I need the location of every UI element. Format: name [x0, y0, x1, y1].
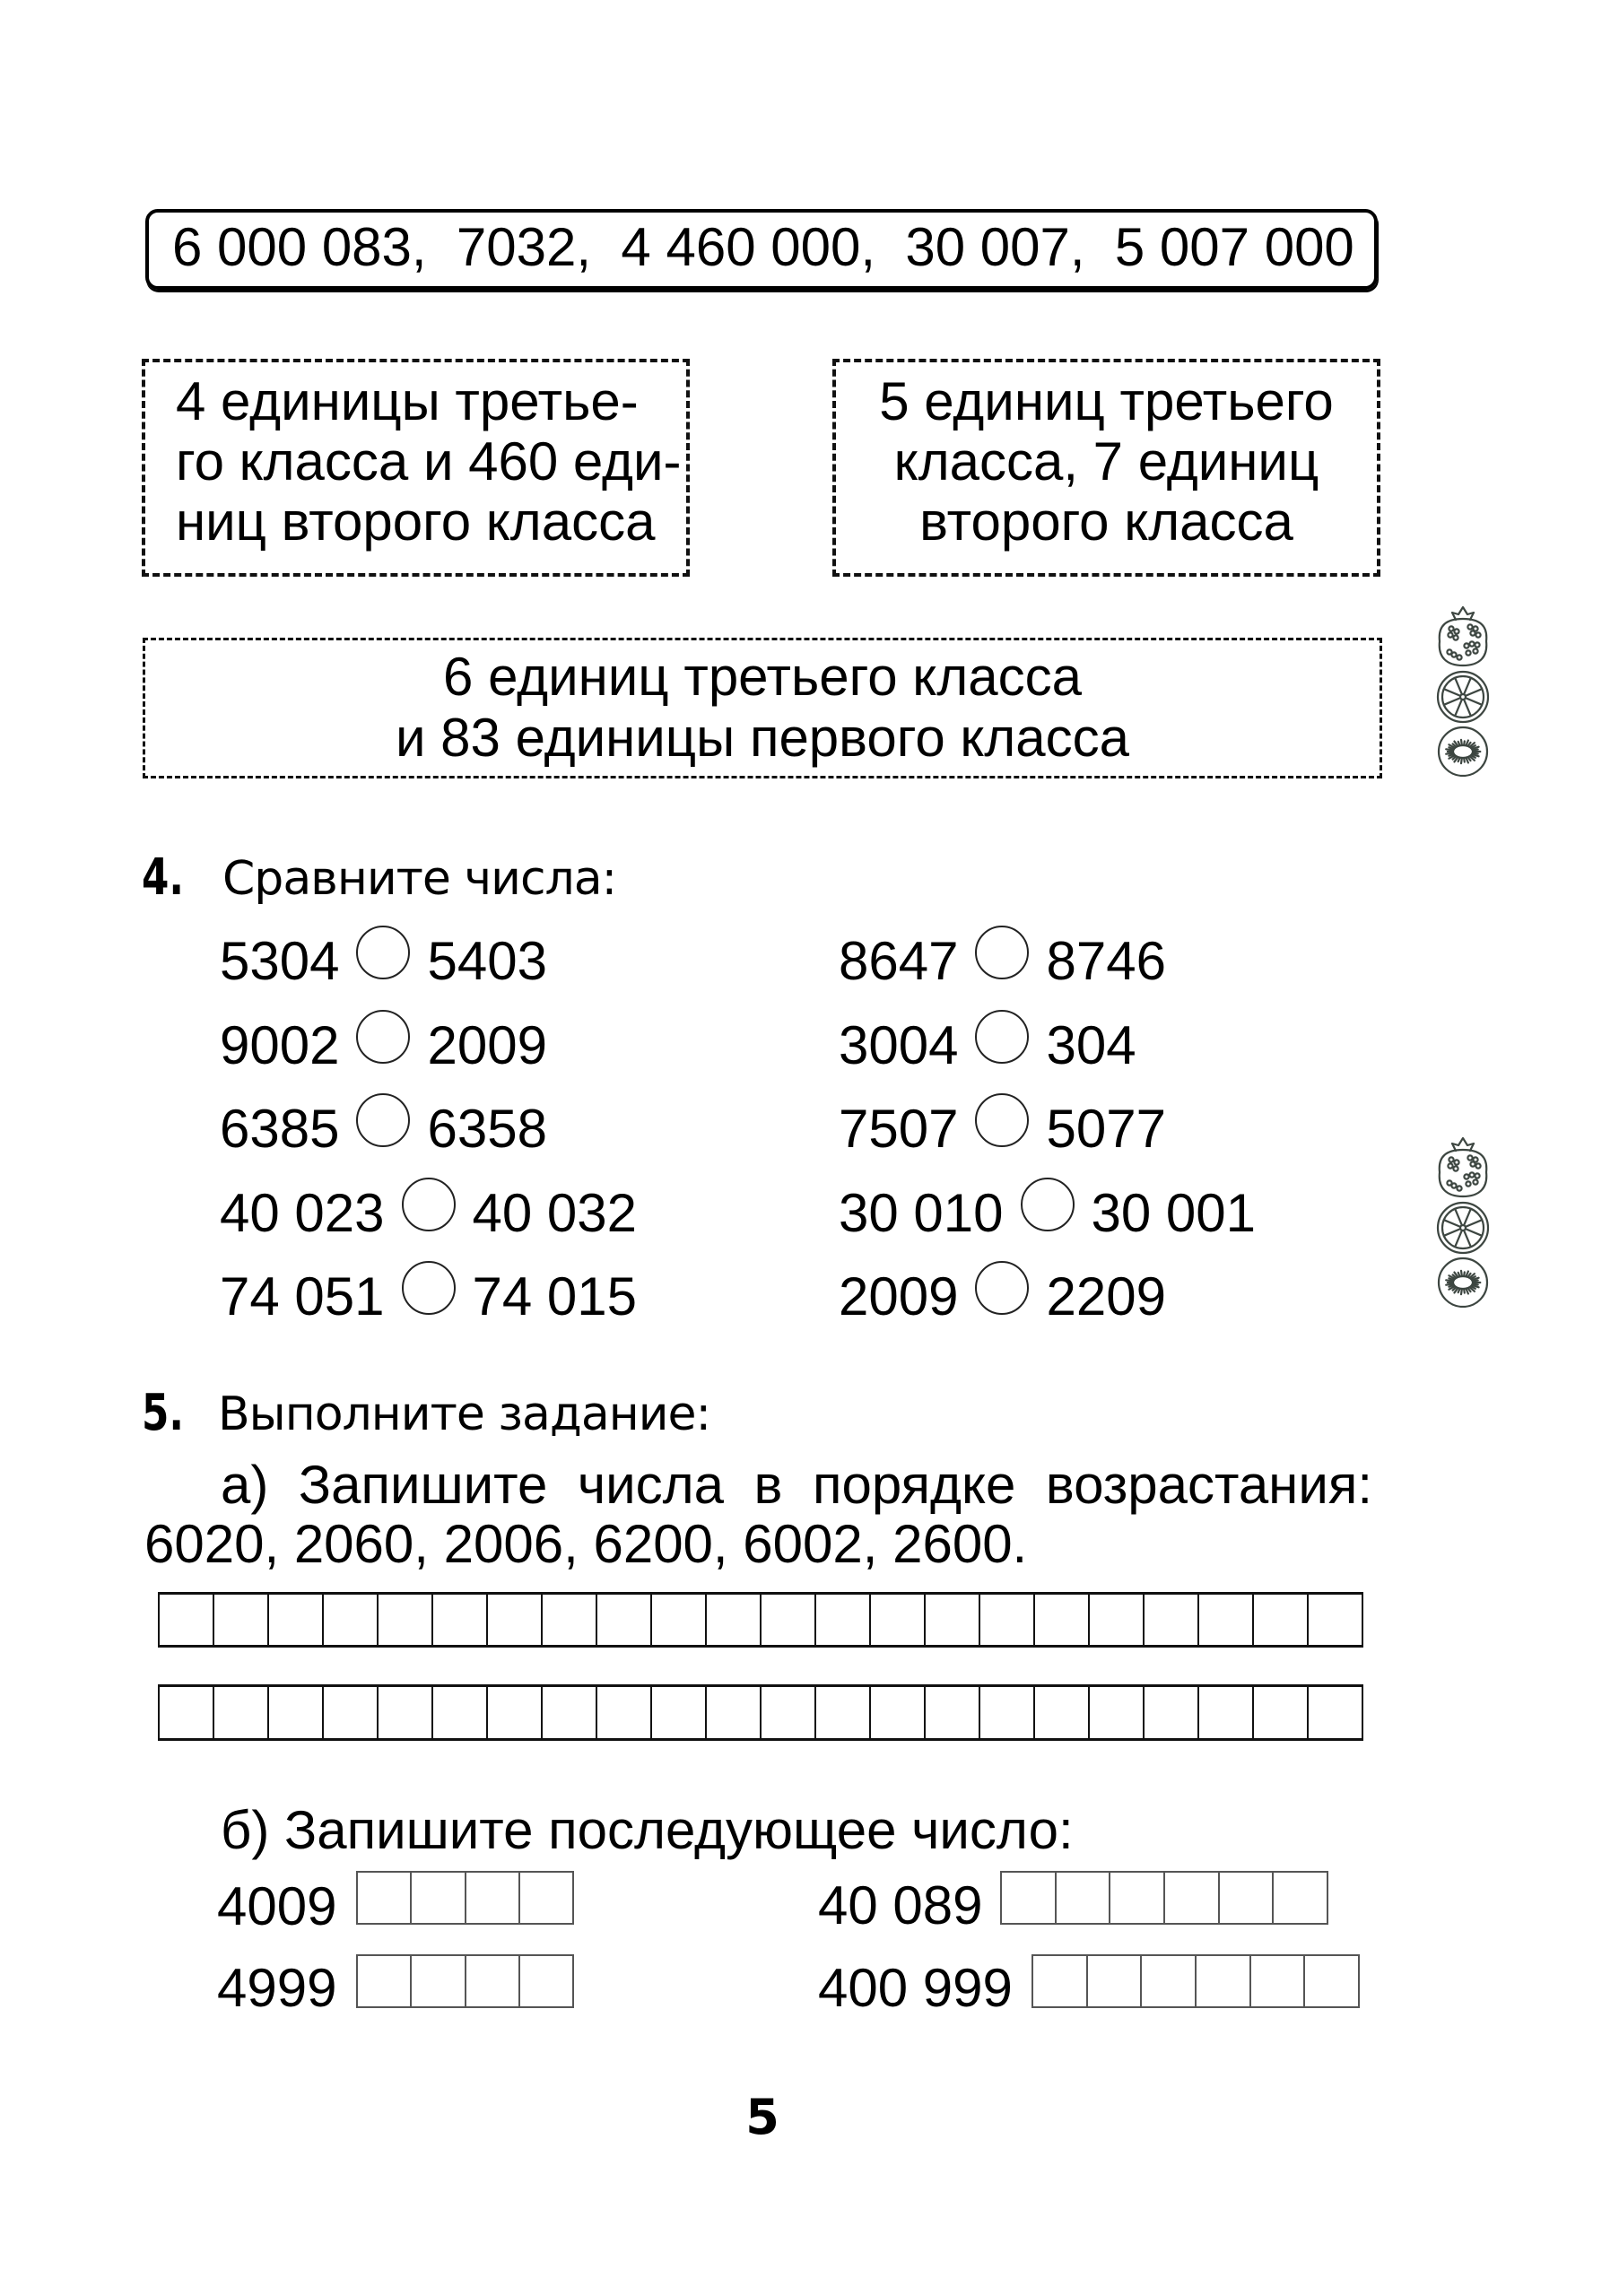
left-number: 2009: [839, 1266, 959, 1326]
answer-cell[interactable]: [1035, 1595, 1090, 1645]
digit-box[interactable]: [1002, 1873, 1057, 1923]
right-number: 8746: [1046, 931, 1166, 991]
answer-cell[interactable]: [1035, 1687, 1090, 1738]
answer-cell[interactable]: [707, 1595, 762, 1645]
left-number: 74 051: [220, 1266, 385, 1326]
comparison-sign-circle[interactable]: [1021, 1178, 1075, 1231]
answer-cell[interactable]: [1145, 1595, 1199, 1645]
fruit-icons: [1426, 604, 1500, 777]
digit-box[interactable]: [412, 1956, 466, 2006]
task-title: Выполните задание:: [218, 1387, 711, 1441]
task-number: 5.: [142, 1384, 184, 1442]
answer-digit-boxes: [356, 1871, 574, 1925]
digit-box[interactable]: [412, 1873, 466, 1923]
digit-box[interactable]: [1142, 1956, 1197, 2006]
answer-cell[interactable]: [324, 1595, 379, 1645]
answer-cell[interactable]: [543, 1595, 597, 1645]
digit-box[interactable]: [520, 1873, 574, 1923]
fruit-icons: [1426, 1135, 1500, 1308]
comparison-sign-circle[interactable]: [356, 1093, 410, 1147]
digit-box[interactable]: [466, 1956, 520, 2006]
answer-cell[interactable]: [433, 1687, 488, 1738]
answer-cell[interactable]: [379, 1687, 433, 1738]
task-title: Сравните числа:: [222, 852, 617, 906]
comparison-sign-circle[interactable]: [975, 1010, 1029, 1064]
compare-row: [220, 926, 547, 991]
answer-cell[interactable]: [871, 1595, 926, 1645]
task-number: 4.: [142, 848, 184, 907]
answer-cell[interactable]: [1199, 1687, 1254, 1738]
card-text: [145, 647, 1380, 769]
numbers-list: 6 000 083, 7032, 4 460 000, 30 007, 5 007 000: [172, 217, 1354, 277]
answer-cell[interactable]: [214, 1595, 269, 1645]
right-number: 5403: [427, 931, 547, 991]
given-number: 400 999: [818, 1958, 1013, 2018]
answer-cell[interactable]: [379, 1595, 433, 1645]
compare-row: [220, 1178, 638, 1243]
given-number: 4009: [217, 1876, 337, 1936]
card-text-line: второго класса: [919, 491, 1293, 552]
answer-cell[interactable]: [597, 1687, 652, 1738]
card-text: [176, 371, 686, 552]
answer-cell[interactable]: [980, 1595, 1035, 1645]
description-card: [142, 359, 690, 577]
answer-cell[interactable]: [926, 1687, 980, 1738]
answer-cell[interactable]: [269, 1687, 324, 1738]
digit-box[interactable]: [1251, 1956, 1306, 2006]
card-text-line: ниц второго класса: [176, 491, 656, 552]
compare-row: [839, 1093, 1166, 1159]
description-card: [832, 359, 1380, 577]
left-number: 3004: [839, 1015, 959, 1075]
answer-cell[interactable]: [1199, 1595, 1254, 1645]
answer-digit-boxes: [1031, 1954, 1360, 2008]
left-number: 40 023: [220, 1183, 385, 1243]
given-number: 40 089: [818, 1875, 983, 1935]
answer-cell[interactable]: [1090, 1595, 1145, 1645]
part-a-instruction: а) Запишите числа в порядке возрастания:: [221, 1455, 1372, 1515]
answer-cell[interactable]: [980, 1687, 1035, 1738]
left-number: 9002: [220, 1015, 340, 1075]
comparison-sign-circle[interactable]: [356, 1010, 410, 1064]
right-number: 30 001: [1091, 1183, 1257, 1243]
answer-cell[interactable]: [1254, 1595, 1309, 1645]
answer-cell[interactable]: [926, 1595, 980, 1645]
answer-cell[interactable]: [1309, 1595, 1363, 1645]
answer-cell[interactable]: [762, 1595, 816, 1645]
left-number: 8647: [839, 931, 959, 991]
answer-cell[interactable]: [762, 1687, 816, 1738]
answer-cell[interactable]: [160, 1687, 214, 1738]
compare-row: [839, 1178, 1257, 1243]
pomegranate-icon: [1440, 607, 1487, 665]
right-number: 40 032: [472, 1183, 638, 1243]
card-text-line: 4 единицы третье-: [176, 371, 639, 431]
answer-cell[interactable]: [652, 1595, 707, 1645]
orange-slice-icon: [1438, 672, 1488, 722]
digit-box[interactable]: [1110, 1873, 1165, 1923]
given-number: 4999: [217, 1958, 337, 2018]
compare-row: [839, 926, 1166, 991]
card-text-line: и 83 единицы первого класса: [395, 708, 1130, 768]
left-number: 6385: [220, 1099, 340, 1159]
numbers-box: [145, 209, 1378, 290]
right-number: 74 015: [472, 1266, 638, 1326]
part-a-numbers: 6020, 2060, 2006, 6200, 6002, 2600.: [144, 1514, 1028, 1574]
answer-cell[interactable]: [160, 1595, 214, 1645]
right-number: 5077: [1046, 1099, 1166, 1159]
card-text-line: 5 единиц третьего: [879, 371, 1334, 431]
page-number: 5: [745, 2089, 779, 2145]
left-number: 7507: [839, 1099, 959, 1159]
card-text-line: класса, 7 единиц: [893, 431, 1319, 491]
compare-row: [220, 1093, 547, 1159]
digit-box[interactable]: [1165, 1873, 1220, 1923]
comparison-sign-circle[interactable]: [975, 926, 1029, 979]
compare-row: [220, 1010, 547, 1075]
answer-cell[interactable]: [488, 1595, 543, 1645]
digit-box[interactable]: [1057, 1873, 1111, 1923]
answer-cell[interactable]: [1309, 1687, 1363, 1738]
digit-box[interactable]: [1274, 1873, 1328, 1923]
right-number: 304: [1046, 1015, 1136, 1075]
answer-grid: [158, 1684, 1363, 1741]
digit-box[interactable]: [358, 1873, 412, 1923]
compare-row: [839, 1010, 1136, 1075]
comparison-sign-circle[interactable]: [975, 1093, 1029, 1147]
pomegranate-icon: [1440, 1138, 1487, 1196]
answer-cell[interactable]: [1090, 1687, 1145, 1738]
answer-digit-boxes: [1000, 1871, 1328, 1925]
digit-box[interactable]: [466, 1873, 520, 1923]
digit-box[interactable]: [1197, 1956, 1251, 2006]
right-number: 2009: [427, 1015, 547, 1075]
answer-cell[interactable]: [1145, 1687, 1199, 1738]
comparison-sign-circle[interactable]: [356, 926, 410, 979]
answer-grid: [158, 1592, 1363, 1648]
answer-cell[interactable]: [324, 1687, 379, 1738]
description-card: [143, 638, 1382, 778]
comparison-sign-circle[interactable]: [975, 1261, 1029, 1315]
digit-box[interactable]: [1088, 1956, 1143, 2006]
orange-slice-icon: [1438, 1203, 1488, 1253]
card-text-line: 6 единиц третьего класса: [443, 647, 1082, 707]
digit-box[interactable]: [1220, 1873, 1275, 1923]
answer-cell[interactable]: [269, 1595, 324, 1645]
answer-cell[interactable]: [597, 1595, 652, 1645]
answer-cell[interactable]: [871, 1687, 926, 1738]
answer-cell[interactable]: [652, 1687, 707, 1738]
card-text-line: го класса и 460 еди-: [176, 431, 682, 491]
answer-cell[interactable]: [707, 1687, 762, 1738]
answer-cell[interactable]: [214, 1687, 269, 1738]
left-number: 30 010: [839, 1183, 1004, 1243]
compare-row: [220, 1261, 638, 1326]
answer-cell[interactable]: [816, 1595, 871, 1645]
digit-box[interactable]: [1305, 1956, 1360, 2006]
digit-box[interactable]: [1033, 1956, 1088, 2006]
digit-box[interactable]: [358, 1956, 412, 2006]
card-text: [836, 371, 1377, 552]
answer-digit-boxes: [356, 1954, 574, 2008]
comparison-sign-circle[interactable]: [402, 1178, 456, 1231]
kiwi-slice-icon: [1439, 727, 1487, 776]
kiwi-slice-icon: [1439, 1258, 1487, 1307]
part-b-instruction: б) Запишите последующее число:: [221, 1800, 1074, 1860]
compare-row: [839, 1261, 1166, 1326]
left-number: 5304: [220, 931, 340, 991]
answer-cell[interactable]: [433, 1595, 488, 1645]
digit-box[interactable]: [520, 1956, 574, 2006]
answer-cell[interactable]: [816, 1687, 871, 1738]
answer-cell[interactable]: [543, 1687, 597, 1738]
comparison-sign-circle[interactable]: [402, 1261, 456, 1315]
answer-cell[interactable]: [1254, 1687, 1309, 1738]
right-number: 2209: [1046, 1266, 1166, 1326]
answer-cell[interactable]: [488, 1687, 543, 1738]
right-number: 6358: [427, 1099, 547, 1159]
